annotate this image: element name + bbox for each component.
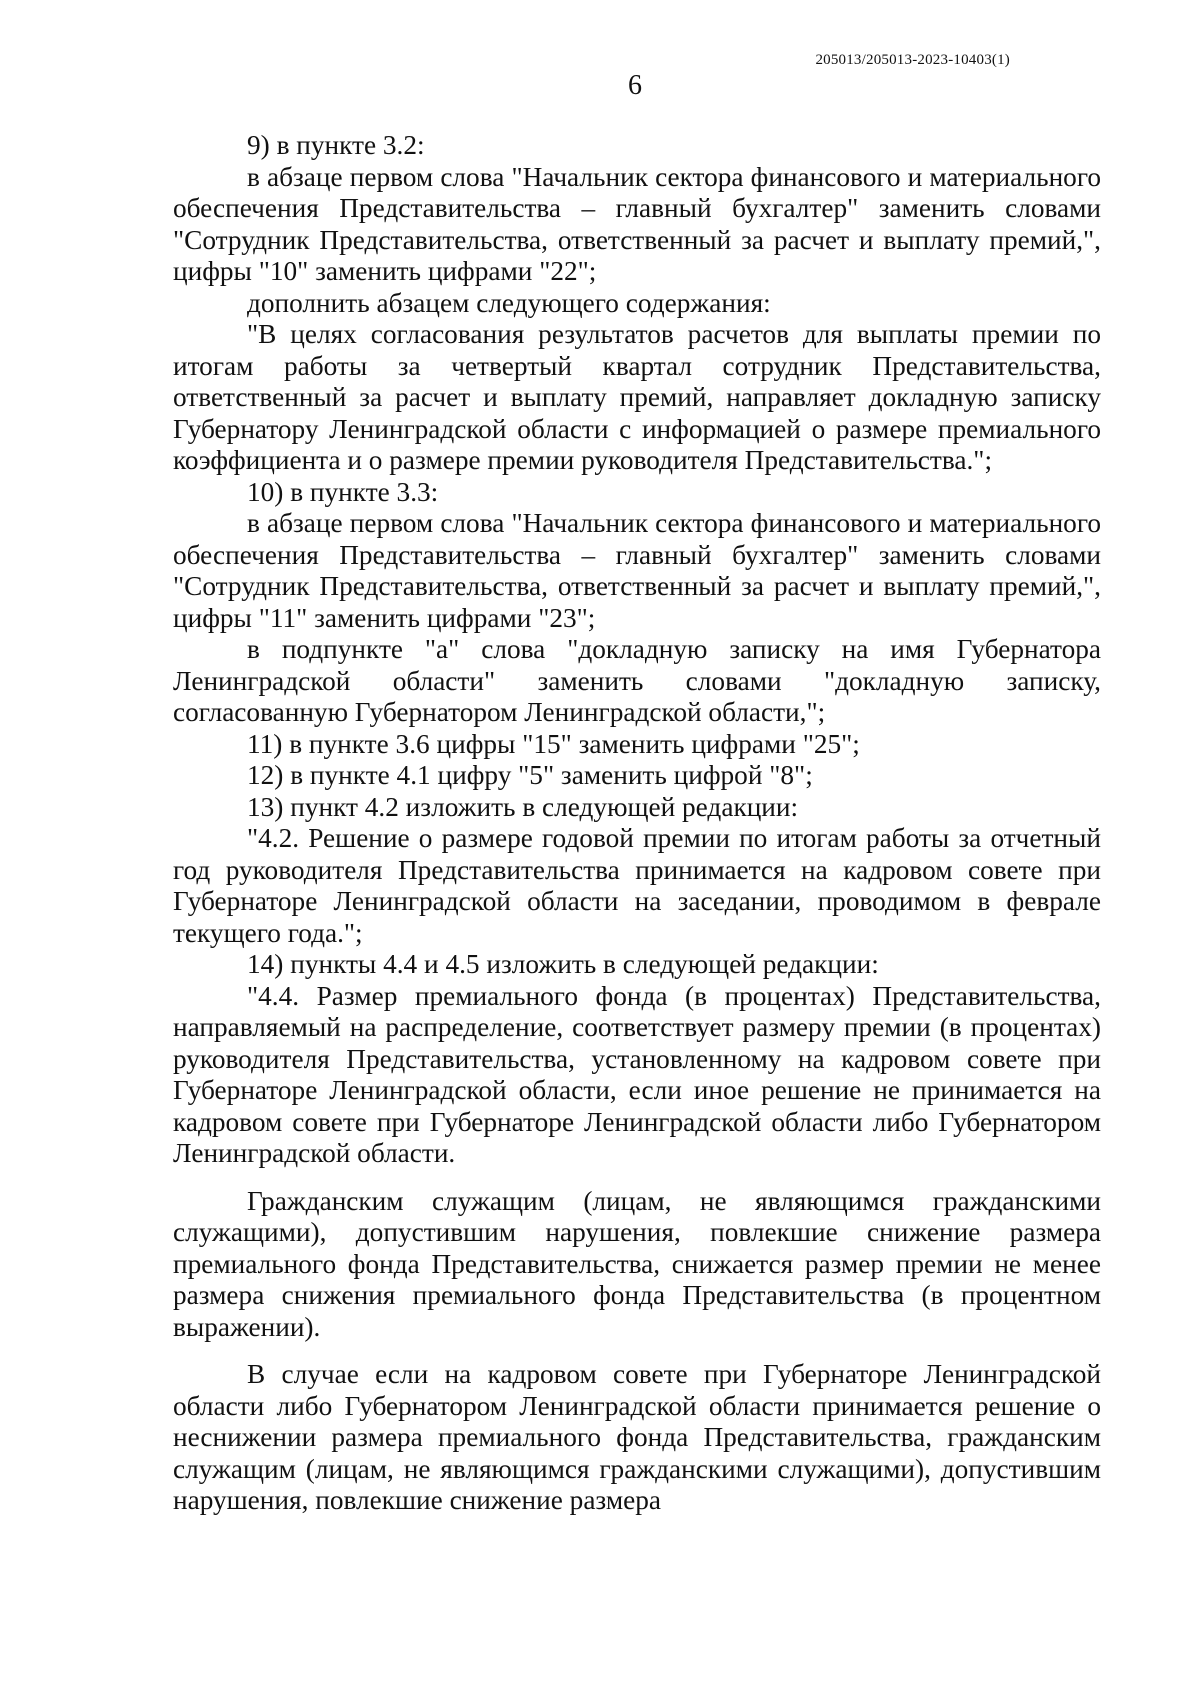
paragraph: 9) в пункте 3.2:	[247, 130, 425, 160]
document-body	[173, 130, 1101, 1517]
paragraph: дополнить абзацем следующего содержания:	[247, 287, 771, 318]
paragraph: 13) пункт 4.2 изложить в следующей редакции:	[247, 791, 799, 822]
paragraph: "4.4. Размер премиального фонда (в процентах) Представительства, направляемый на распределение, соответствует размеру премии (в процентах) руководителя Представительства, установленному на кадровом совете при Губернаторе Ленинградской области, если иное решение не принимается на кадровом совете при Губернаторе Ленинградской области либо Губернатором Ленинградской области.	[173, 980, 1101, 1168]
paragraph: в подпункте "а" слова "докладную записку на имя Губернатора Ленинградской области" заменить словами "докладную записку, согласованную Губернатором Ленинградской области,";	[173, 634, 1101, 727]
paragraph: "В целях согласования результатов расчетов для выплаты премии по итогам работы за четвертый квартал сотрудник Представительства, ответственный за расчет и выплату премий, направляет докладную записку Губернатору Ленинградской области с информацией о размере премиального коэффициента и о размере премии руководителя Представительства.";	[173, 319, 1101, 475]
paragraph: в абзаце первом слова "Начальник сектора финансового и материального обеспечения Представительства – главный бухгалтер" заменить словами "Сотрудник Представительства, ответственный за расчет и выплату премий,", цифры "11" заменить цифрами "23";	[173, 508, 1101, 633]
paragraph: в абзаце первом слова "Начальник сектора финансового и материального обеспечения Представительства – главный бухгалтер" заменить словами "Сотрудник Представительства, ответственный за расчет и выплату премий,", цифры "10" заменить цифрами "22";	[173, 161, 1101, 286]
paragraph: 12) в пункте 4.1 цифру "5" заменить цифрой "8";	[247, 760, 813, 790]
paragraph: 10) в пункте 3.3:	[247, 476, 439, 507]
paragraph: В случае если на кадровом совете при Губернаторе Ленинградской области либо Губернатором Ленинградской области принимается решение о неснижении размера премиального фонда Представительства, гражданским служащим (лицам, не являющимся гражданскими служащими), допустившим нарушения, повлекшие снижение размера	[173, 1359, 1101, 1515]
page-number: 6	[628, 70, 642, 101]
paragraph: 11) в пункте 3.6 цифры "15" заменить цифрами "25";	[247, 728, 860, 759]
paragraph: Гражданским служащим (лицам, не являющимся гражданскими служащими), допустившим нарушения, повлекшие снижение размера премиального фонда Представительства, снижается размер премии не менее размера снижения премиального фонда Представительства (в процентном выражении).	[173, 1185, 1101, 1342]
paragraph: "4.2. Решение о размере годовой премии по итогам работы за отчетный год руководителя Представительства принимается на кадровом совете при Губернаторе Ленинградской области на заседании, проводимом в феврале текущего года.";	[173, 823, 1101, 948]
document-id: 205013/205013-2023-10403(1)	[815, 52, 1010, 68]
paragraph: 14) пункты 4.4 и 4.5 изложить в следующей редакции:	[247, 949, 879, 979]
